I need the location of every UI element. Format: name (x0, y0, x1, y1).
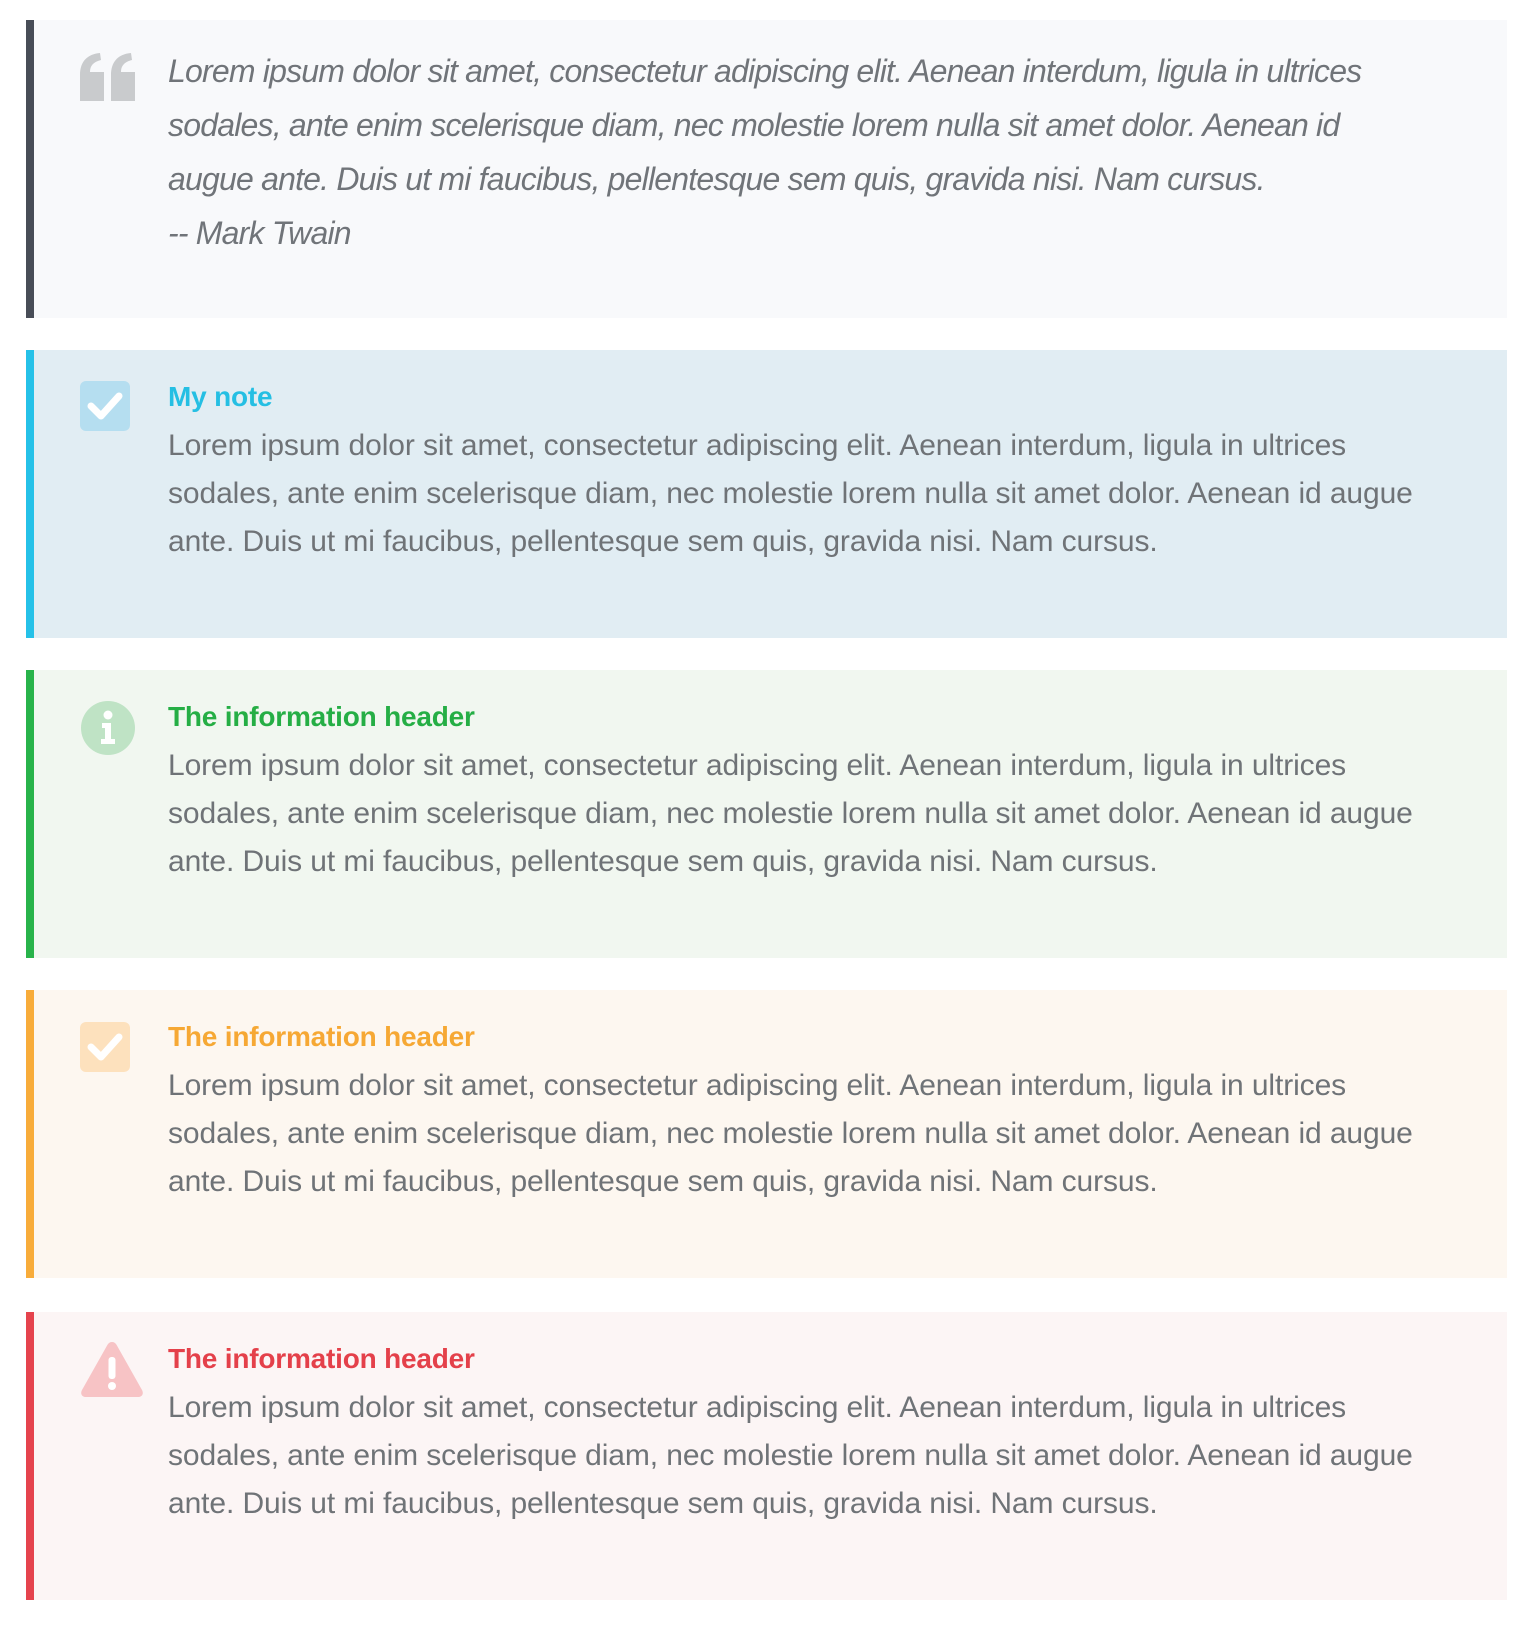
checkbox-icon (80, 1022, 136, 1078)
callout-body (168, 380, 1427, 566)
quote-attribution: -- Mark Twain (168, 215, 351, 251)
callout-text: Lorem ipsum dolor sit amet, consectetur adipiscing elit. Aenean interdum, ligula in ultrices sodales, ante enim scelerisque diam, nec molestie lorem nulla sit amet dolor. Aenean id augue ante. Duis ut mi faucibus, pellentesque sem quis, gravida nisi. Nam cursus. (168, 429, 1413, 558)
quote-text: Lorem ipsum dolor sit amet, consectetur adipiscing elit. Aenean interdum, ligula in ultrices sodales, ante enim scelerisque diam, nec molestie lorem nulla sit amet dolor. Aenean id augue ante. Duis ut mi faucibus, pellentesque sem quis, gravida nisi. Nam cursus. (168, 53, 1362, 197)
quote-icon (80, 53, 136, 109)
callout-title: My note (168, 381, 273, 412)
checkbox-icon (80, 381, 136, 437)
callout-body (168, 1342, 1427, 1528)
callout-info (26, 670, 1507, 958)
callout-text: Lorem ipsum dolor sit amet, consectetur adipiscing elit. Aenean interdum, ligula in ultrices sodales, ante enim scelerisque diam, nec molestie lorem nulla sit amet dolor. Aenean id augue ante. Duis ut mi faucibus, pellentesque sem quis, gravida nisi. Nam cursus. (168, 1069, 1413, 1198)
blockquote (26, 20, 1507, 318)
quote-body (168, 44, 1427, 260)
callout-note (26, 350, 1507, 638)
callout-text: Lorem ipsum dolor sit amet, consectetur adipiscing elit. Aenean interdum, ligula in ultrices sodales, ante enim scelerisque diam, nec molestie lorem nulla sit amet dolor. Aenean id augue ante. Duis ut mi faucibus, pellentesque sem quis, gravida nisi. Nam cursus. (168, 1391, 1413, 1520)
callout-title: The information header (168, 701, 475, 732)
callout-danger (26, 1312, 1507, 1600)
callout-text: Lorem ipsum dolor sit amet, consectetur adipiscing elit. Aenean interdum, ligula in ultrices sodales, ante enim scelerisque diam, nec molestie lorem nulla sit amet dolor. Aenean id augue ante. Duis ut mi faucibus, pellentesque sem quis, gravida nisi. Nam cursus. (168, 749, 1413, 878)
warning-triangle-icon (80, 1340, 136, 1396)
callout-title: The information header (168, 1343, 475, 1374)
callout-body (168, 1020, 1427, 1206)
callout-body (168, 700, 1427, 886)
callout-title: The information header (168, 1021, 475, 1052)
callout-warning (26, 990, 1507, 1278)
info-circle-icon (80, 700, 136, 756)
